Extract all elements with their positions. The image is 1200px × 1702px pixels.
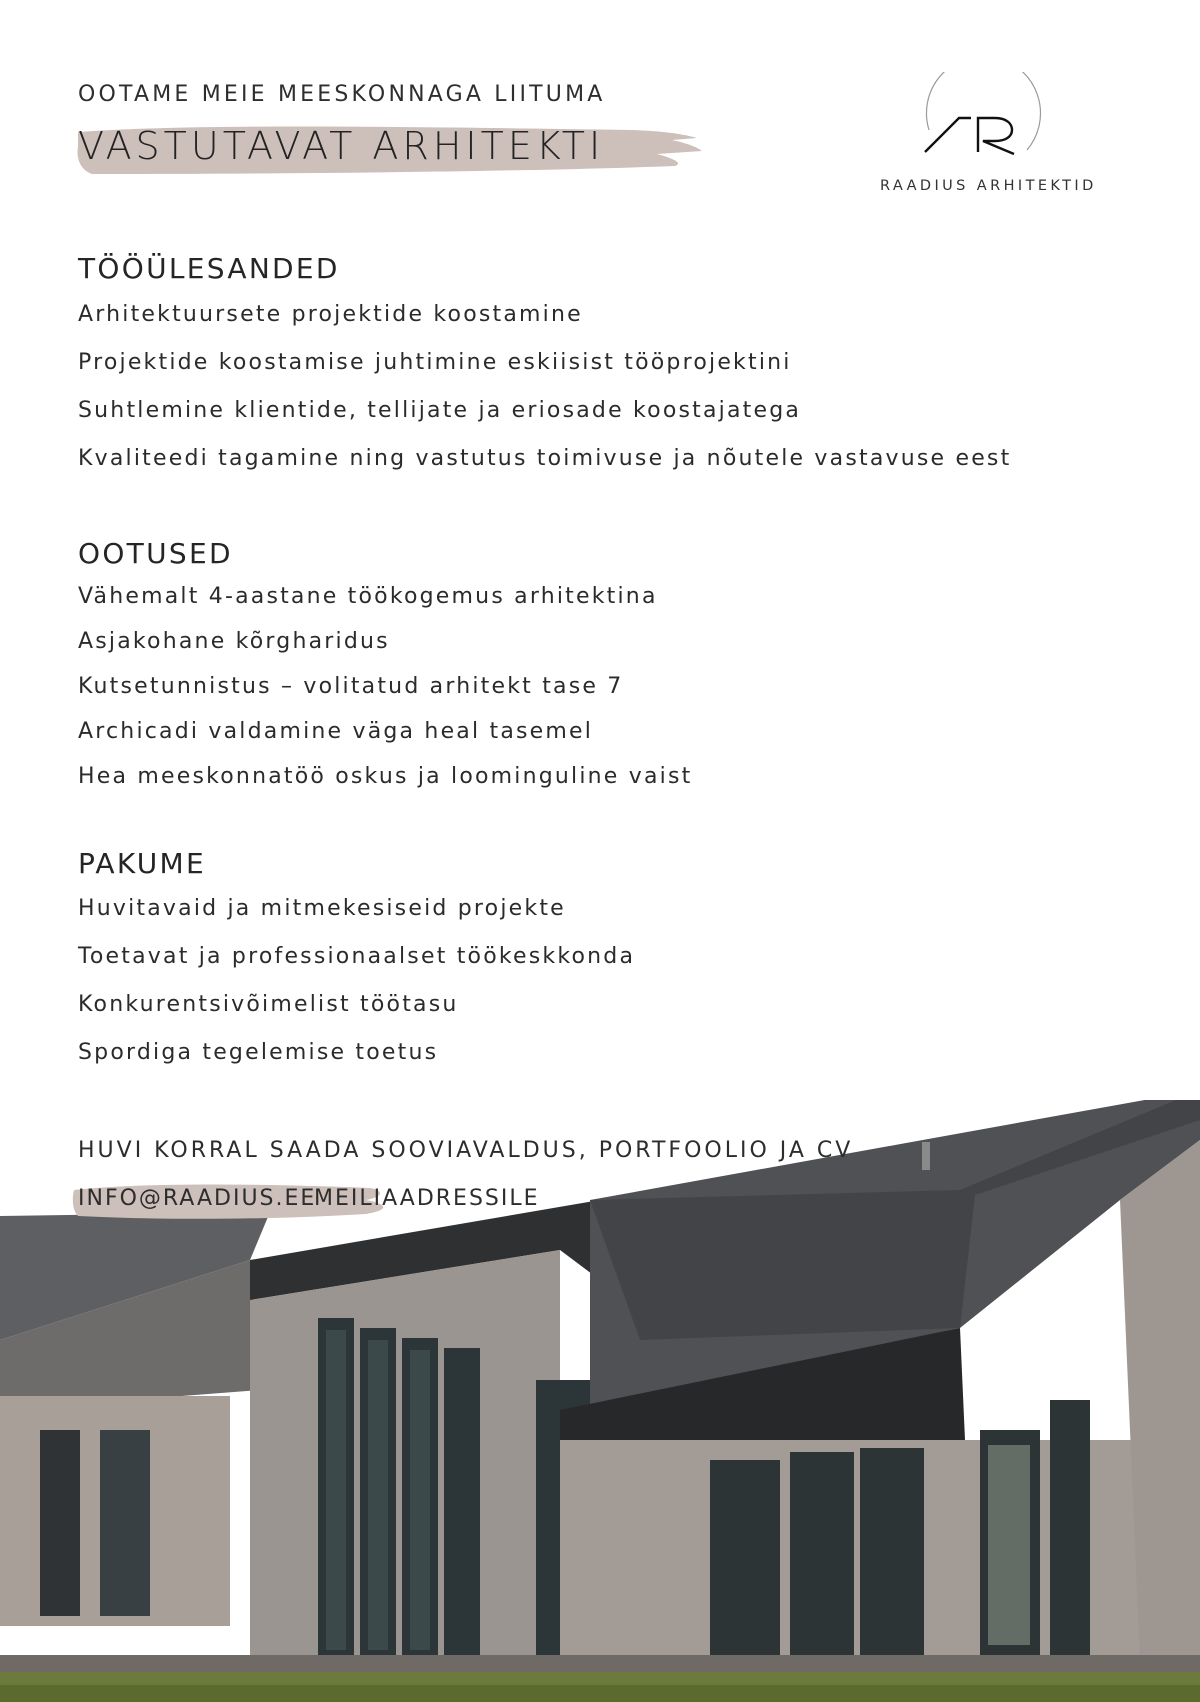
- section-heading: OOTUSED: [78, 537, 233, 570]
- list-item: Suhtlemine klientide, tellijate ja eriosade koostajatega: [78, 398, 802, 423]
- list-item: Projektide koostamise juhtimine eskiisist tööprojektini: [78, 350, 792, 375]
- list-item: Vähemalt 4-aastane töökogemus arhitektina: [78, 584, 658, 609]
- list-item: Hea meeskonnatöö oskus ja loominguline vaist: [78, 764, 693, 789]
- list-item: Archicadi valdamine väga heal tasemel: [78, 719, 594, 744]
- section-heading: TÖÖÜLESANDED: [78, 252, 340, 285]
- email-suffix: MEILIAADRESSILE: [314, 1186, 540, 1211]
- email-link[interactable]: INFO@RAADIUS.EE: [78, 1186, 317, 1211]
- list-item: Huvitavaid ja mitmekesiseid projekte: [78, 896, 566, 921]
- contact-email-line: [70, 1178, 670, 1224]
- section-heading: PAKUME: [78, 847, 207, 880]
- section-tasks: [78, 252, 1011, 494]
- section-expectations: [78, 537, 692, 809]
- list-item: Kvaliteedi tagamine ning vastutus toimivuse ja nõutele vastavuse eest: [78, 446, 1012, 471]
- contact-line: HUVI KORRAL SAADA SOOVIAVALDUS, PORTFOOLIO JA CV: [78, 1138, 854, 1163]
- kicker: OOTAME MEIE MEESKONNAGA LIITUMA: [78, 82, 606, 107]
- title-block: [72, 118, 708, 182]
- list-item: Asjakohane kõrgharidus: [78, 629, 390, 654]
- list-item: Konkurentsivõimelist töötasu: [78, 992, 459, 1017]
- list-item: Kutsetunnistus – volitatud arhitekt tase 7: [78, 674, 624, 699]
- page-title: VASTUTAVAT ARHITEKTI: [78, 124, 605, 168]
- list-item: Arhitektuursete projektide koostamine: [78, 302, 583, 327]
- section-offer: [78, 847, 635, 1088]
- list-item: Toetavat ja professionaalset töökeskkonda: [78, 944, 636, 969]
- list-item: Spordiga tegelemise toetus: [78, 1040, 439, 1065]
- logo-wordmark: RAADIUS ARHITEKTID: [880, 178, 1097, 194]
